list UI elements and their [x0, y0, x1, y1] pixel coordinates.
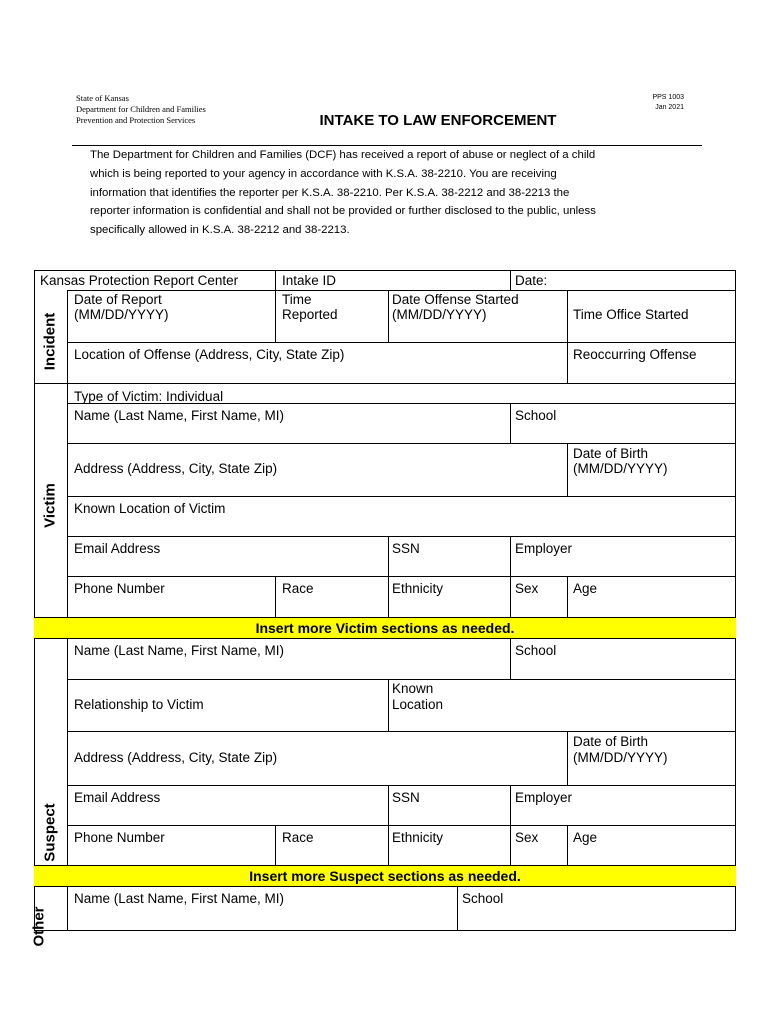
suspect-address-label: Address (Address, City, State Zip)	[74, 750, 278, 765]
col-line	[275, 270, 276, 343]
section-label-victim: Victim	[41, 483, 59, 528]
col-line	[388, 536, 389, 617]
victim-sex-label: Sex	[515, 581, 539, 596]
suspect-phone-label: Phone Number	[74, 830, 165, 845]
col-line	[510, 270, 511, 291]
suspect-race-label: Race	[282, 830, 314, 845]
date-label: Date:	[515, 273, 548, 288]
suspect-name-label: Name (Last Name, First Name, MI)	[74, 643, 285, 658]
col-line	[510, 536, 511, 617]
row-line	[68, 576, 736, 577]
victim-ethnicity-label: Ethnicity	[392, 581, 444, 596]
reoccurring-offense-label: Reoccurring Offense	[573, 347, 697, 362]
page-title: INTAKE TO LAW ENFORCEMENT	[319, 112, 557, 129]
form-code-block	[640, 93, 684, 113]
intro-line: reporter information is confidential and shall not be provided or further disclosed to the public, unless	[90, 205, 596, 218]
intake-id-label: Intake ID	[282, 273, 337, 288]
intro-line: The Department for Children and Families (DCF) has received a report of abuse or neglect of a child	[90, 149, 596, 161]
suspect-sex-label: Sex	[515, 830, 539, 845]
victim-school-label: School	[515, 408, 557, 423]
other-name-label: Name (Last Name, First Name, MI)	[74, 891, 285, 906]
sidebar-divider	[67, 290, 68, 617]
suspect-age-label: Age	[573, 830, 598, 845]
date-of-report-label: Date of Report	[74, 292, 162, 307]
other-school-label: School	[462, 891, 504, 906]
section-label-incident: Incident	[41, 312, 59, 371]
col-line	[567, 290, 568, 384]
victim-age-label: Age	[573, 581, 598, 596]
col-line	[275, 576, 276, 617]
col-line	[567, 576, 568, 617]
date-offense-format: (MM/DD/YYYY)	[392, 307, 487, 322]
agency-line-state: State of Kansas	[76, 93, 129, 103]
col-line	[510, 403, 511, 444]
row-line	[68, 496, 736, 497]
victim-known-location-label: Known Location of Victim	[74, 501, 226, 516]
row-line	[68, 443, 736, 444]
intake-form	[30, 270, 736, 947]
location-of-offense-label: Location of Offense (Address, City, State Zip)	[74, 347, 345, 362]
row-line	[68, 825, 736, 826]
agency-header	[76, 93, 206, 126]
reported-label: Reported	[282, 307, 338, 322]
col-line	[567, 443, 568, 497]
suspect-email-label: Email Address	[74, 790, 161, 805]
suspect-employer-label: Employer	[515, 790, 573, 805]
suspect-known-label: Known	[392, 681, 434, 696]
date-of-report-format: (MM/DD/YYYY)	[74, 307, 169, 322]
victim-dob-label: Date of Birth	[573, 446, 649, 461]
insert-suspect-banner[interactable]: Insert more Suspect sections as needed.	[34, 865, 736, 887]
victim-address-label: Address (Address, City, State Zip)	[74, 461, 278, 476]
col-line	[388, 785, 389, 865]
col-line	[510, 785, 511, 865]
agency-line-division: Prevention and Protection Services	[76, 115, 196, 125]
form-border-bottom	[34, 930, 736, 931]
section-label-suspect: Suspect	[41, 803, 59, 862]
other-label-clip	[30, 888, 67, 947]
suspect-location-label: Location	[392, 697, 444, 712]
form-border-right	[735, 270, 736, 930]
row-line	[68, 679, 736, 680]
intro-line: specifically allowed in K.S.A. 38-2212 and 38-2213.	[90, 224, 350, 237]
row-line	[34, 383, 736, 384]
suspect-school-label: School	[515, 643, 557, 658]
victim-phone-label: Phone Number	[74, 581, 165, 596]
col-line	[510, 639, 511, 680]
intro-line: which is being reported to your agency in accordance with K.S.A. 38-2210. You are receiving	[90, 167, 557, 180]
row-line	[68, 536, 736, 537]
col-line	[457, 887, 458, 930]
agency-line-department: Department for Children and Families	[76, 104, 206, 114]
suspect-ethnicity-label: Ethnicity	[392, 830, 444, 845]
time-office-started-label: Time Office Started	[573, 307, 689, 322]
row-line	[68, 342, 736, 343]
form-border-top	[34, 270, 736, 271]
victim-race-label: Race	[282, 581, 314, 596]
sidebar-divider	[67, 639, 68, 865]
report-center-label: Kansas Protection Report Center	[40, 273, 239, 288]
suspect-dob-label: Date of Birth	[573, 734, 649, 749]
section-label-other: Other	[30, 906, 48, 947]
victim-ssn-label: SSN	[392, 541, 420, 556]
row-line	[68, 785, 736, 786]
form-date: Jan 2021	[655, 104, 684, 111]
intro-line: information that identifies the reporter per K.S.A. 38-2210. Per K.S.A. 38-2212 and 38-2213 the	[90, 186, 570, 199]
victim-email-label: Email Address	[74, 541, 161, 556]
col-line	[275, 825, 276, 865]
suspect-dob-format: (MM/DD/YYYY)	[573, 750, 668, 765]
victim-employer-label: Employer	[515, 541, 573, 556]
col-line	[388, 290, 389, 343]
row-line	[68, 290, 736, 291]
insert-victim-banner[interactable]: Insert more Victim sections as needed.	[34, 617, 736, 639]
col-line	[388, 679, 389, 732]
form-border-left	[34, 270, 35, 930]
col-line	[567, 825, 568, 865]
victim-name-label: Name (Last Name, First Name, MI)	[74, 408, 285, 423]
suspect-relationship-label: Relationship to Victim	[74, 697, 204, 712]
time-label: Time	[282, 292, 312, 307]
row-line	[68, 731, 736, 732]
victim-dob-format: (MM/DD/YYYY)	[573, 461, 668, 476]
col-line	[567, 731, 568, 786]
intro-paragraph	[90, 146, 680, 240]
suspect-ssn-label: SSN	[392, 790, 420, 805]
form-code: PPS 1003	[652, 94, 684, 101]
type-of-victim-label: Type of Victim: Individual	[74, 389, 224, 404]
date-offense-started-label: Date Offense Started	[392, 292, 519, 307]
sidebar-divider	[67, 887, 68, 930]
